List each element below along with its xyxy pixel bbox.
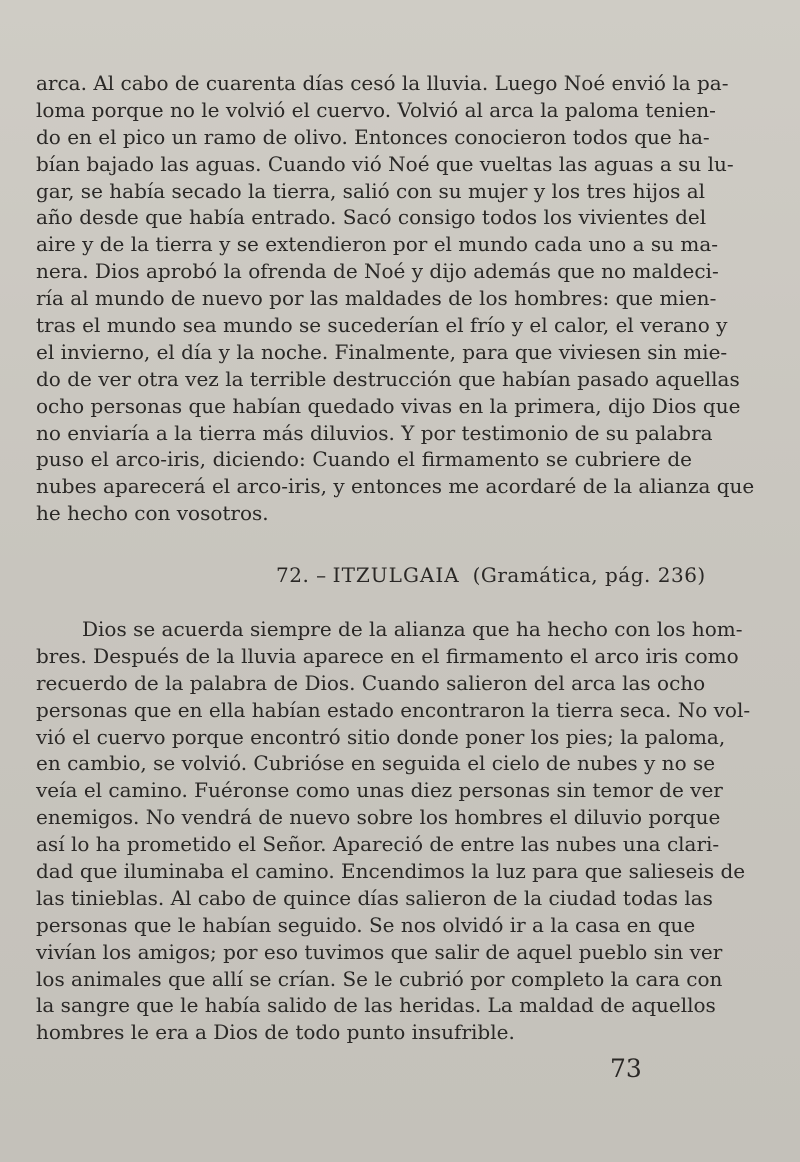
text-line: aire y de la tierra y se extendieron por el mundo cada uno a su ma- (36, 232, 719, 257)
text-line: enemigos. No vendrá de nuevo sobre los hombres el diluvio porque (36, 805, 721, 830)
text-line: he hecho con vosotros. (36, 501, 269, 526)
section-reference: (Gramática, pág. 236) (472, 563, 706, 587)
paragraph-continuation (36, 70, 755, 527)
text-line: ocho personas que habían quedado vivas en la primera, dijo Dios que (36, 393, 741, 418)
text-line: do en el pico un ramo de olivo. Entonces conocieron todos que ha- (36, 124, 710, 149)
text-line: dad que iluminaba el camino. Encendimos la luz para que salieseis de (36, 859, 746, 884)
text-line: recuerdo de la palabra de Dios. Cuando salieron del arca las ocho (36, 670, 706, 695)
text-line: personas que le habían seguido. Se nos olvidó ir a la casa en que (36, 912, 696, 937)
section-title: ITZULGAIA (332, 563, 460, 587)
text-line: veía el camino. Fuéronse como unas diez personas sin temor de ver (36, 778, 723, 803)
text-line: arca. Al cabo de cuarenta días cesó la lluvia. Luego Noé envió la pa- (36, 71, 729, 95)
text-line: no enviaría a la tierra más diluvios. Y por testimonio de su palabra (36, 420, 713, 445)
text-line: personas que en ella habían estado encontraron la tierra seca. No vol- (36, 697, 751, 722)
text-line: loma porque no le volvió el cuervo. Volvió al arca la paloma tenien- (36, 97, 716, 122)
text-line: vió el cuervo porque encontró sitio donde poner los pies; la paloma, (36, 724, 726, 749)
text-line: los animales que allí se crían. Se le cubrió por completo la cara con (36, 966, 723, 991)
text-line: nera. Dios aprobó la ofrenda de Noé y dijo además que no maldeci- (36, 259, 719, 284)
text-line: en cambio, se volvió. Cubrióse en seguida el cielo de nubes y no se (36, 751, 716, 776)
text-line: bían bajado las aguas. Cuando vió Noé que vueltas las aguas a su lu- (36, 151, 734, 176)
page-number: 73 (610, 1054, 642, 1083)
text-line: puso el arco-iris, diciendo: Cuando el firmamento se cubriere de (36, 447, 692, 472)
text-line: el invierno, el día y la noche. Finalmente, para que viviesen sin mie- (36, 339, 728, 364)
text-line: Dios se acuerda siempre de la alianza que ha hecho con los hom- (82, 617, 743, 641)
text-line: do de ver otra vez la terrible destrucción que habían pasado aquellas (36, 366, 740, 391)
paragraph-exercise (36, 616, 751, 1046)
section-heading (276, 563, 706, 587)
text-line: hombres le era a Dios de todo punto insufrible. (36, 1020, 515, 1045)
text-line: gar, se había secado la tierra, salió con su mujer y los tres hijos al (36, 178, 706, 203)
section-dash: – (316, 563, 327, 587)
text-line: así lo ha prometido el Señor. Apareció de entre las nubes una clari- (36, 832, 720, 857)
text-line: año desde que había entrado. Sacó consigo todos los vivientes del (36, 205, 707, 230)
text-line: la sangre que le había salido de las heridas. La maldad de aquellos (36, 993, 716, 1018)
text-line: vivían los amigos; por eso tuvimos que salir de aquel pueblo sin ver (36, 939, 723, 964)
text-line: las tinieblas. Al cabo de quince días salieron de la ciudad todas las (36, 885, 713, 910)
text-line: nubes aparecerá el arco-iris, y entonces me acordaré de la alianza que (36, 474, 755, 499)
section-number: 72. (276, 563, 310, 587)
text-line: bres. Después de la lluvia aparece en el firmamento el arco iris como (36, 643, 739, 668)
text-line: ría al mundo de nuevo por las maldades de los hombres: que mien- (36, 286, 717, 311)
text-line: tras el mundo sea mundo se sucederían el frío y el calor, el verano y (36, 313, 728, 338)
